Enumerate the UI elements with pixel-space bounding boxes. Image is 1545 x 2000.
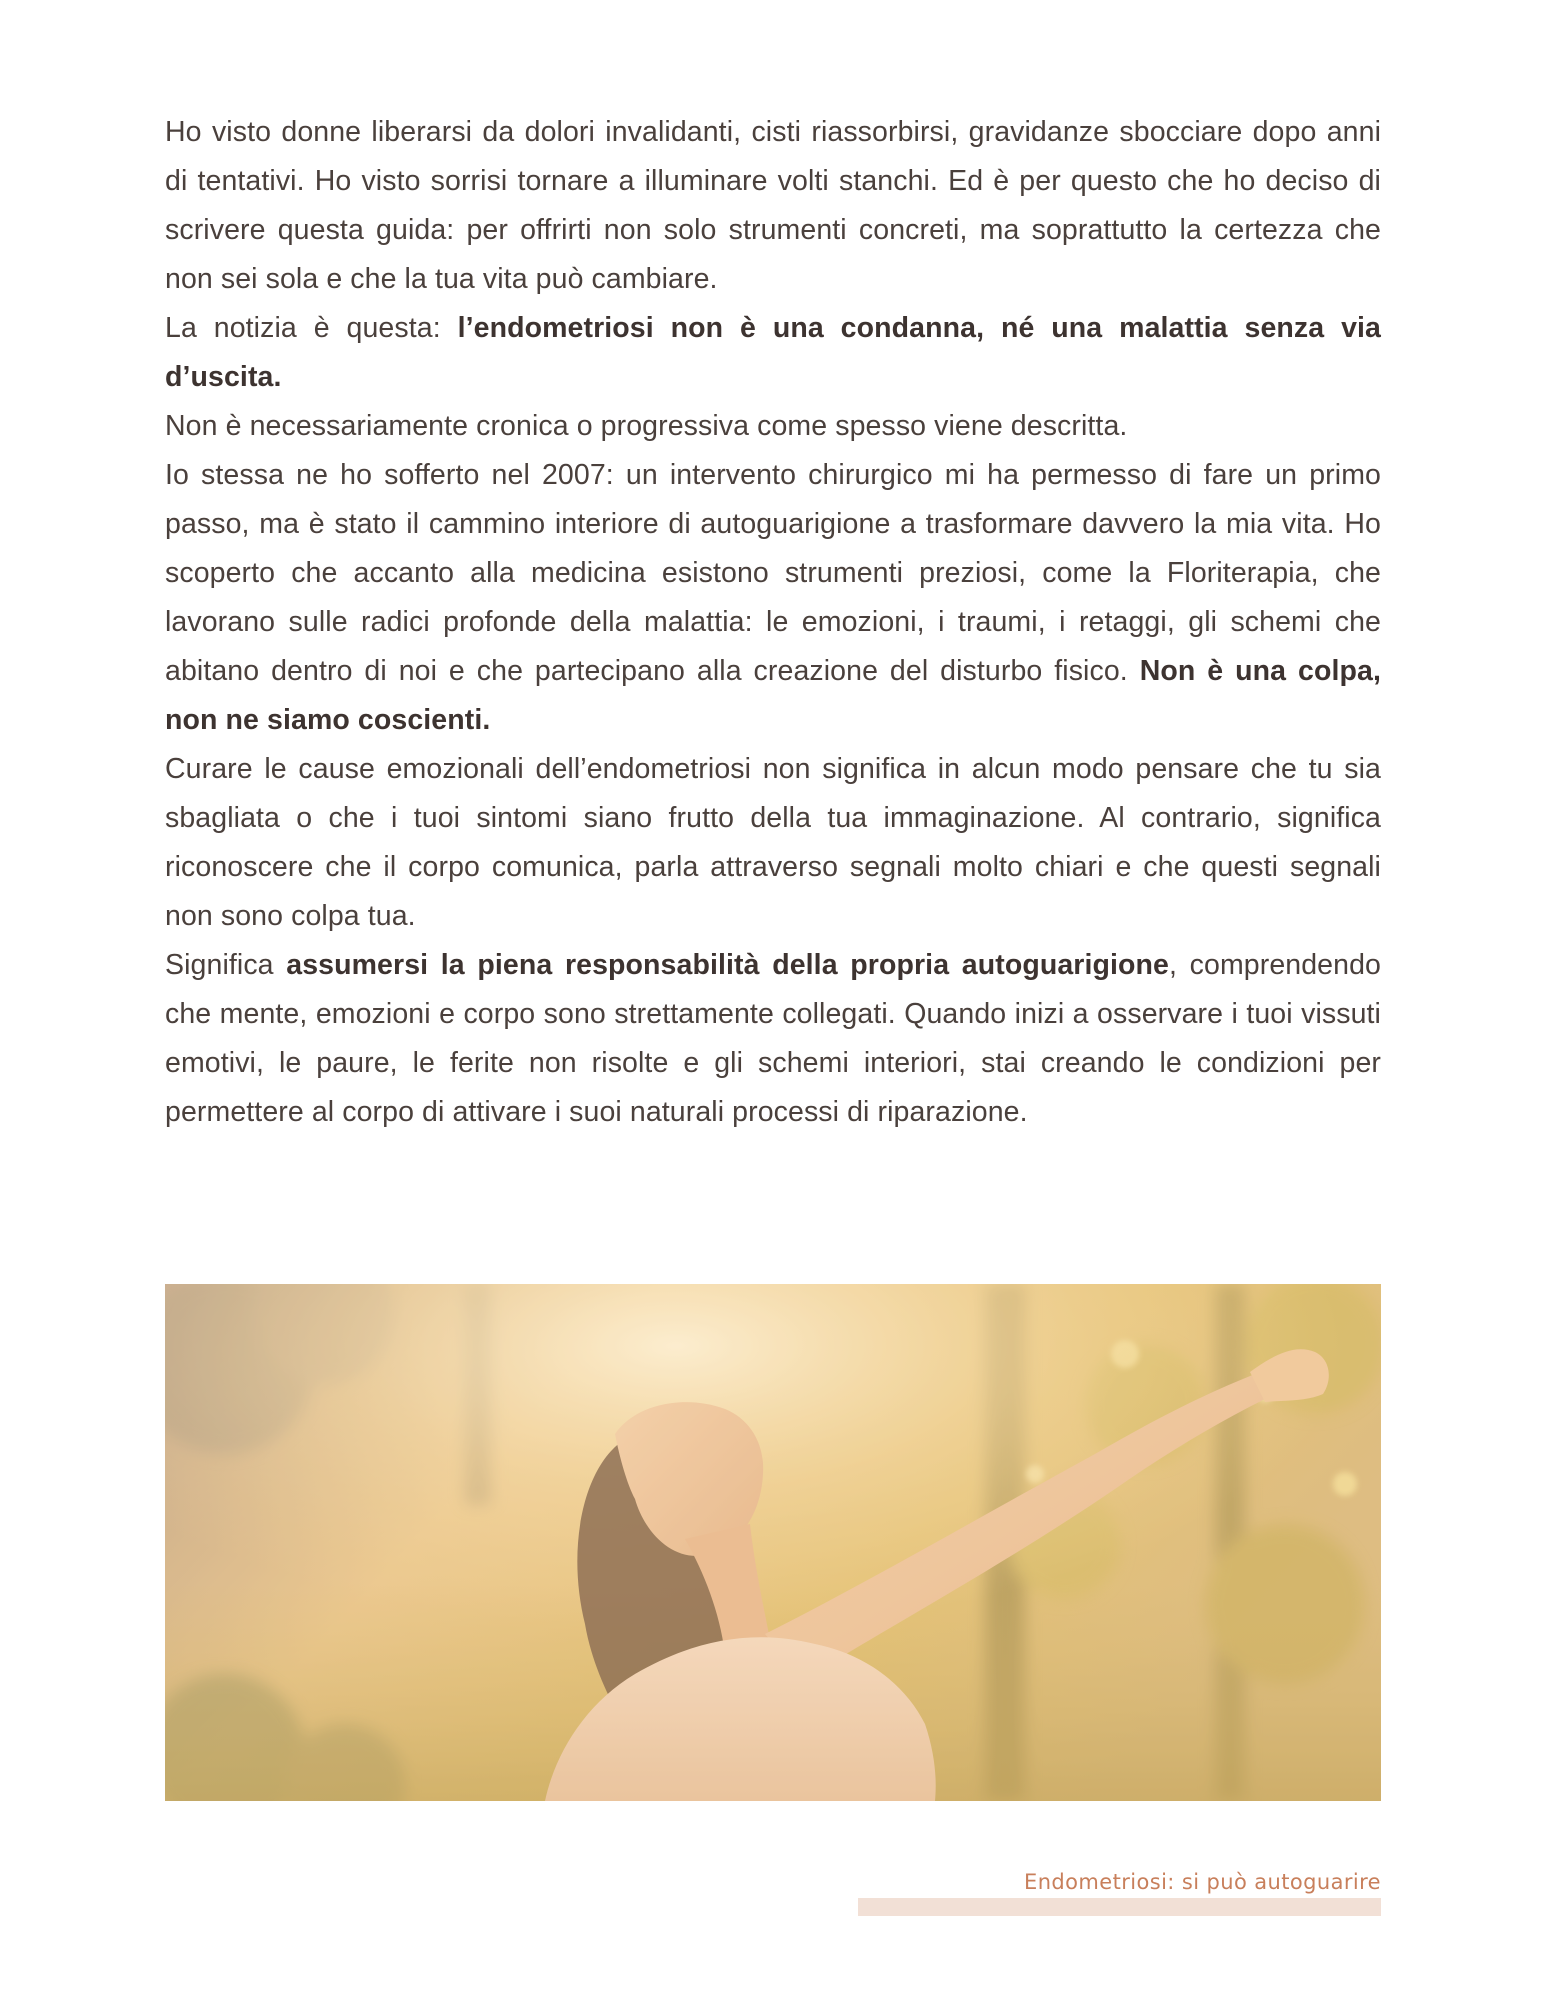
paragraph-4 [165, 451, 1381, 745]
footer-highlight-bar [858, 1898, 1381, 1916]
body-text [165, 108, 1381, 1137]
paragraph-4-emphasis: Non è una colpa, non ne siamo coscienti. [165, 655, 1381, 736]
paragraph-1: Ho visto donne liberarsi da dolori invalidanti, cisti riassorbirsi, gravidanze sbocciare dopo anni di tentativi. Ho visto sorrisi tornare a illuminare volti stanchi. Ed è per questo che ho deciso di scrivere questa guida: per offrirti non solo strumenti concreti, ma soprattutto la certezza che non sei sola e che la tua vita può cambiare. [165, 116, 1381, 295]
page-footer [858, 1870, 1381, 1916]
paragraph-6 [165, 941, 1381, 1137]
paragraph-2-emphasis: l’endometriosi non è una condanna, né una malattia senza via d’uscita. [165, 312, 1381, 393]
paragraph-6-emphasis: assumersi la piena responsabilità della propria autoguarigione [286, 949, 1169, 981]
paragraph-4-lead: Io stessa ne ho sofferto nel 2007: un intervento chirurgico mi ha permesso di fare un primo passo, ma è stato il cammino interiore di autoguarigione a trasformare davvero la mia vita. Ho scoperto che accanto alla medicina esistono strumenti preziosi, come la Floriterapia, che lavorano sulle radici profonde della malattia: le emozioni, i traumi, i retaggi, gli schemi che abitano dentro di noi e che partecipano alla creazione del disturbo fisico. [165, 459, 1381, 687]
paragraph-2 [165, 304, 1381, 402]
paragraph-5: Curare le cause emozionali dell’endometriosi non significa in alcun modo pensare che tu sia sbagliata o che i tuoi sintomi siano frutto della tua immaginazione. Al contrario, significa riconoscere che il corpo comunica, parla attraverso segnali molto chiari e che questi segnali non sono colpa tua. [165, 753, 1381, 932]
paragraph-6-tail: , comprendendo che mente, emozioni e corpo sono strettamente collegati. Quando inizi a osservare i tuoi vissuti emotivi, le paure, le ferite non risolte e gli schemi interiori, stai creando le condizioni per permettere al corpo di attivare i suoi naturali processi di riparazione. [165, 949, 1381, 1128]
woman-in-sunlight-photo [165, 1284, 1381, 1801]
paragraph-6-lead: Significa [165, 949, 287, 981]
paragraph-3: Non è necessariamente cronica o progressiva come spesso viene descritta. [165, 410, 1128, 442]
running-title: Endometriosi: si può autoguarire [1024, 1870, 1381, 1894]
paragraph-2-lead: La notizia è questa: [165, 312, 458, 344]
